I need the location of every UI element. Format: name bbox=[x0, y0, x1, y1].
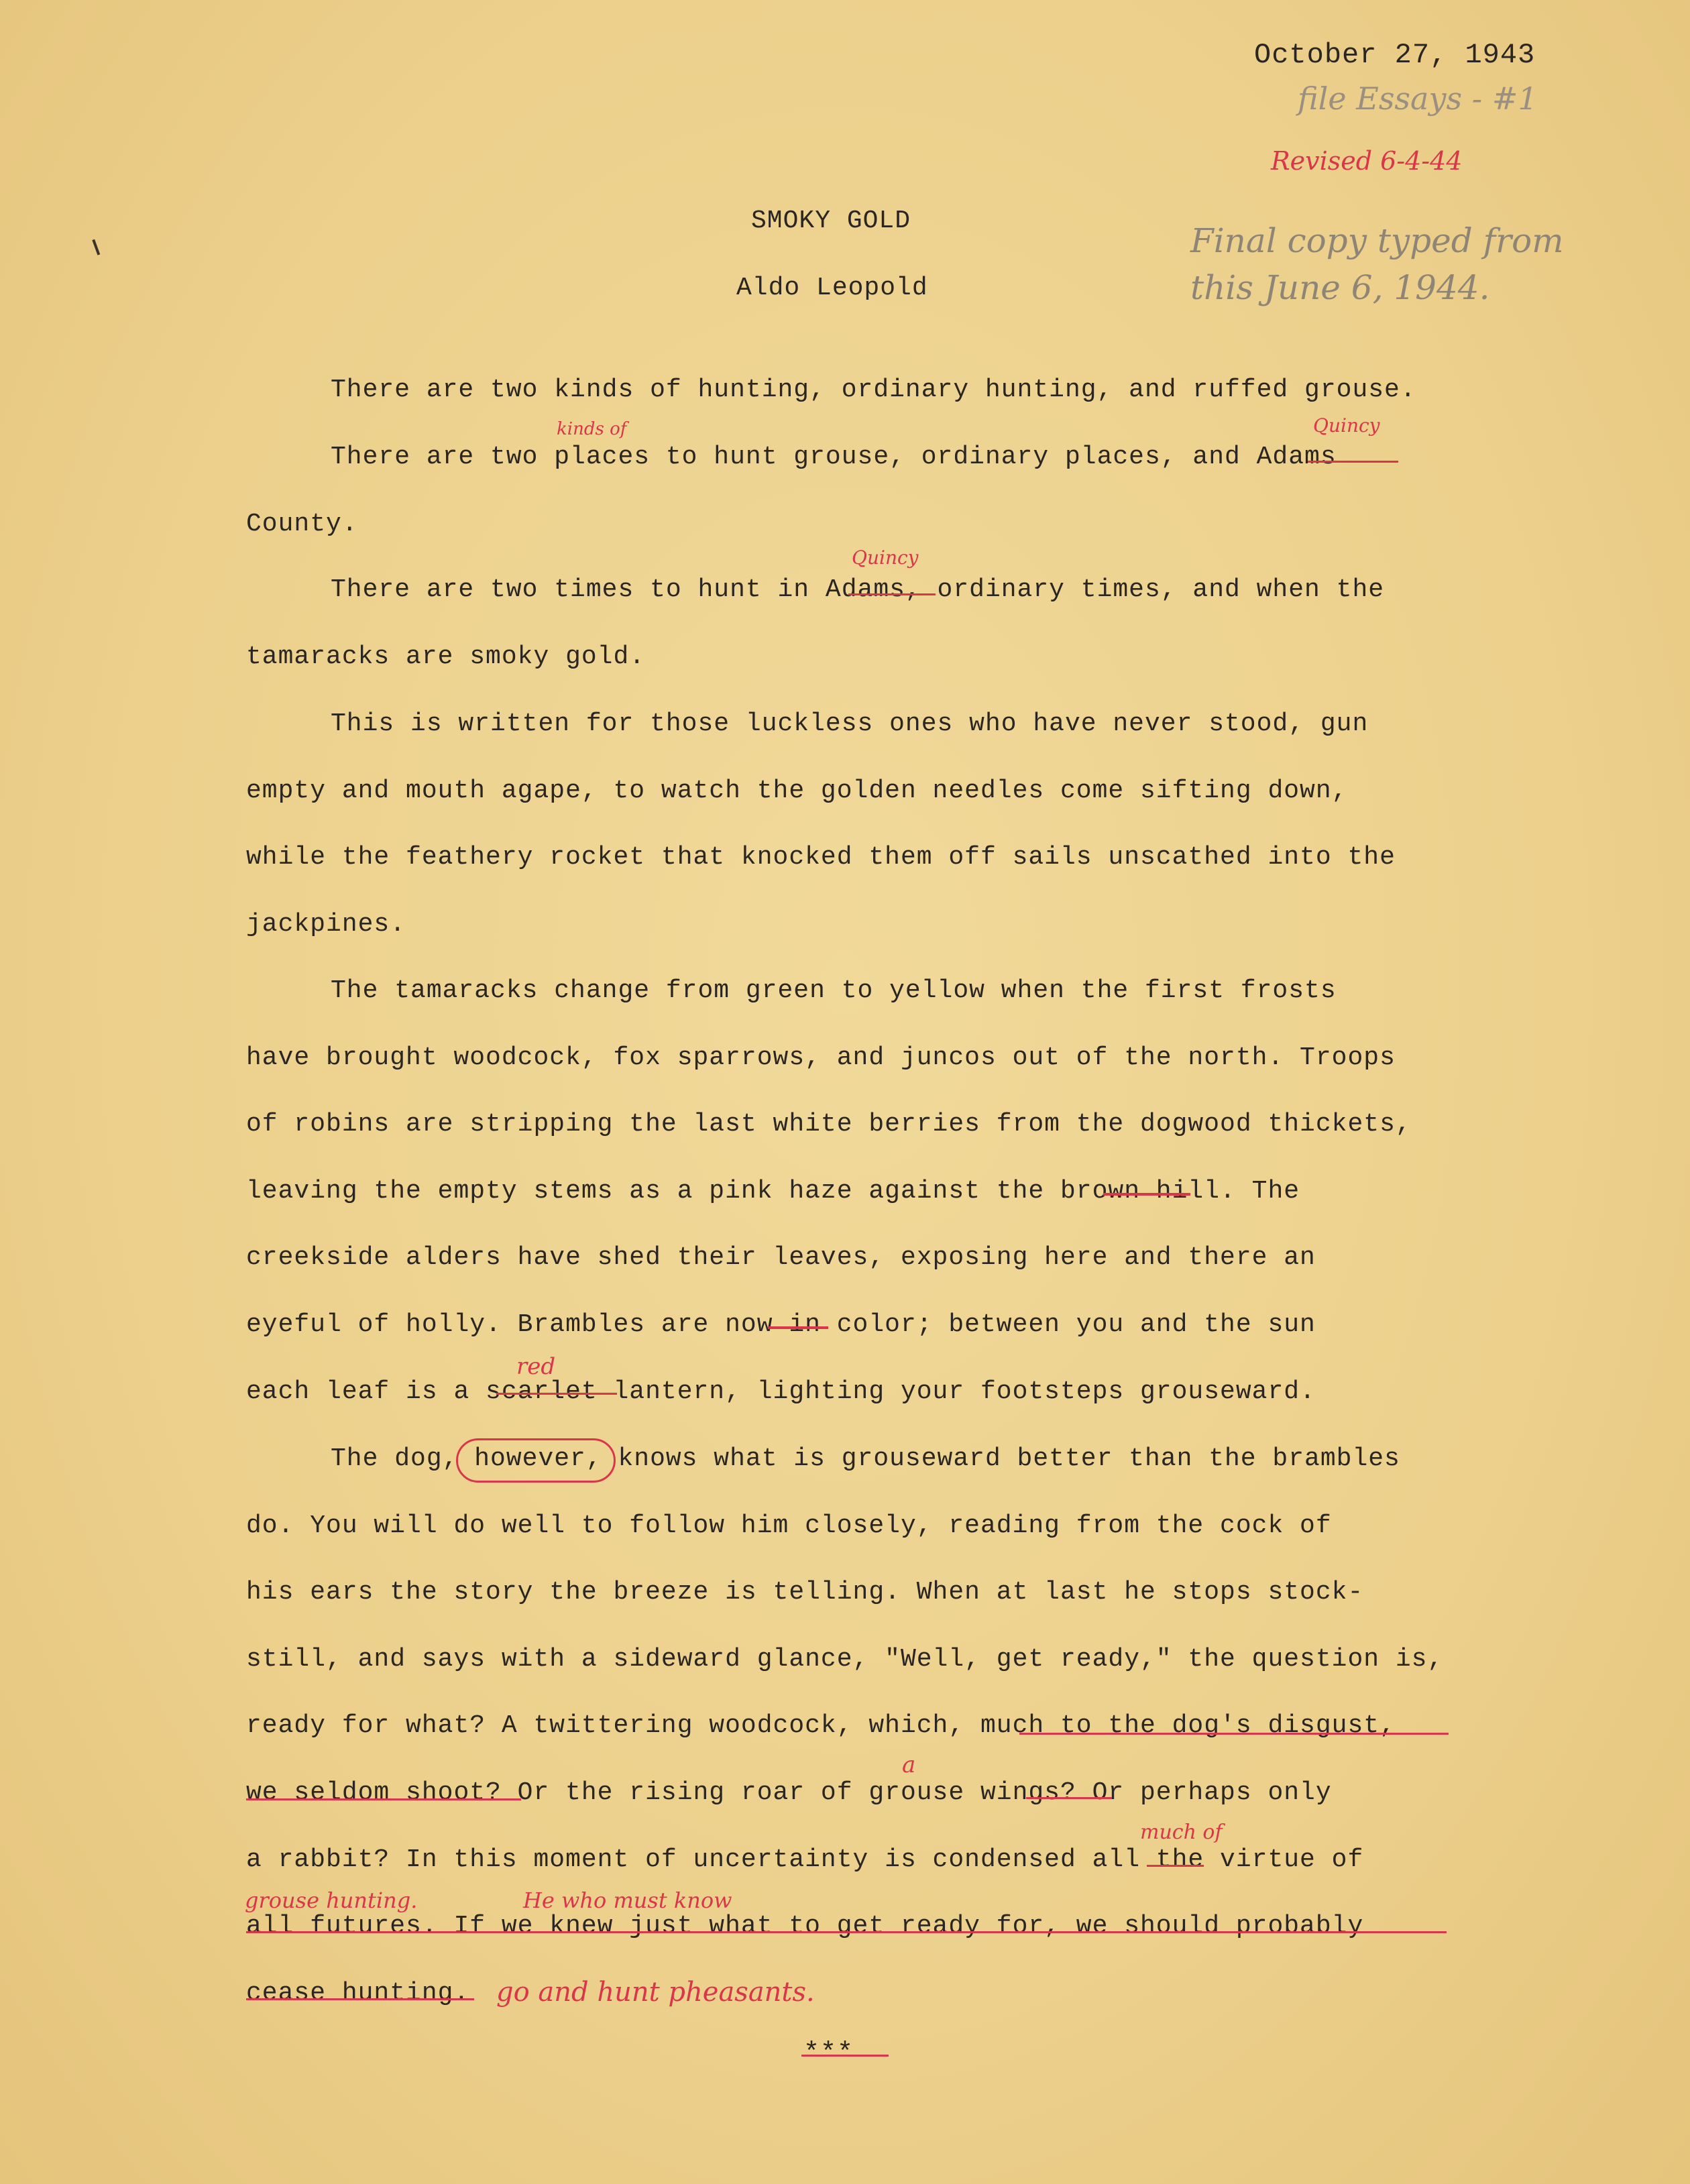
stray-mark bbox=[92, 237, 106, 255]
p3-line1: There are two times to hunt in Adams, ordinary times, and when the bbox=[331, 575, 1385, 604]
p5-line4: leaving the empty stems as a pink haze against the brown hill. The bbox=[246, 1176, 1300, 1206]
author: Aldo Leopold bbox=[736, 274, 928, 302]
p6-line5: ready for what? A twittering woodcock, which, much to the dog's disgust, bbox=[246, 1711, 1396, 1741]
revised-note: Revised 6-4-44 bbox=[1271, 146, 1463, 176]
p5-line2: have brought woodcock, fox sparrows, and juncos out of the north. Troops bbox=[246, 1043, 1396, 1072]
p5-line7: each leaf is a scarlet lantern, lighting your footsteps grouseward. bbox=[246, 1377, 1316, 1406]
section-break-mark: *** bbox=[803, 2038, 854, 2069]
strike-scarlet bbox=[496, 1393, 617, 1395]
p6-line8: all futures. If we knew just what to get ready for, we should probably bbox=[246, 1912, 1364, 1941]
p6-line4: still, and says with a sideward glance, "Well, get ready," the question is, bbox=[246, 1644, 1444, 1674]
typed-date: October 27, 1943 bbox=[1254, 39, 1536, 71]
strike-adams-2 bbox=[848, 593, 936, 595]
strike-adams-1 bbox=[1308, 461, 1398, 463]
p6-line3: his ears the story the breeze is telling. When at last he stops stock- bbox=[246, 1578, 1364, 1607]
p6-line7: a rabbit? In this moment of uncertainty is condensed all the virtue of bbox=[246, 1845, 1364, 1874]
p1-line1: There are two kinds of hunting, ordinary hunting, and ruffed grouse. bbox=[331, 376, 1416, 404]
p6-line1: The dog, however, knows what is grouseward better than the brambles bbox=[331, 1444, 1400, 1473]
strike-much-to-dogs-disgust bbox=[1019, 1733, 1449, 1735]
insert-go-hunt-pheasants: go and hunt pheasants. bbox=[496, 1977, 815, 2008]
insert-quincy-1: Quincy bbox=[1313, 414, 1380, 437]
paragraph-3 bbox=[246, 557, 1520, 690]
p6-line2: do. You will do well to follow him closely, reading from the cock of bbox=[246, 1511, 1332, 1540]
paragraph-4 bbox=[246, 691, 1520, 958]
insert-kinds-of: kinds of bbox=[557, 419, 627, 439]
p5-line5: creekside alders have shed their leaves, exposing here and there an bbox=[246, 1243, 1316, 1273]
p5-line1: The tamaracks change from green to yellow when the first frosts bbox=[331, 976, 1337, 1005]
insert-quincy-2: Quincy bbox=[852, 547, 919, 569]
p2-line2: County. bbox=[246, 509, 358, 538]
circle-however bbox=[456, 1438, 616, 1483]
paragraph-6 bbox=[246, 1426, 1520, 2026]
strike-cease-hunting bbox=[246, 1998, 474, 2000]
paragraph-2 bbox=[246, 424, 1520, 557]
insert-grouse-hunting: grouse hunting. bbox=[245, 1888, 418, 1913]
p4-line3: while the feathery rocket that knocked them off sails unscathed into the bbox=[246, 843, 1396, 872]
strike-now bbox=[768, 1326, 828, 1329]
final-copy-note-line2: this June 6, 1944. bbox=[1190, 268, 1490, 307]
insert-a: a bbox=[902, 1751, 916, 1778]
p6-line9: cease hunting. bbox=[246, 1978, 470, 2008]
strike-wings bbox=[1026, 1797, 1112, 1799]
title: SMOKY GOLD bbox=[751, 207, 911, 235]
final-copy-note-line1: Final copy typed from bbox=[1190, 221, 1564, 260]
strike-all bbox=[1147, 1865, 1204, 1867]
p3-line2: tamaracks are smoky gold. bbox=[246, 642, 646, 671]
insert-red: red bbox=[516, 1353, 556, 1380]
section-break-red-strike bbox=[801, 2055, 889, 2057]
strike-all-futures-line bbox=[246, 1931, 1447, 1933]
p6-line6: we seldom shoot? Or the rising roar of grouse wings? Or perhaps only bbox=[246, 1778, 1332, 1807]
p4-line1: This is written for those luckless ones who have never stood, gun bbox=[331, 709, 1369, 738]
p2-line1: There are two places to hunt grouse, ordinary places, and Adams bbox=[331, 443, 1337, 471]
p5-line6: eyeful of holly. Brambles are now in color; between you and the sun bbox=[246, 1310, 1316, 1339]
insert-he-who-must-know: He who must know bbox=[523, 1888, 732, 1913]
strike-we-seldom-shoot bbox=[246, 1798, 521, 1800]
insert-much-of: much of bbox=[1140, 1821, 1223, 1844]
paragraph-1 bbox=[246, 357, 1520, 424]
paragraph-5 bbox=[246, 958, 1520, 1425]
strike-brown bbox=[1103, 1193, 1190, 1196]
file-note: file Essays - #1 bbox=[1298, 80, 1538, 117]
p5-line3: of robins are stripping the last white berries from the dogwood thickets, bbox=[246, 1110, 1412, 1139]
p4-line4: jackpines. bbox=[246, 909, 406, 939]
p4-line2: empty and mouth agape, to watch the golden needles come sifting down, bbox=[246, 776, 1348, 805]
